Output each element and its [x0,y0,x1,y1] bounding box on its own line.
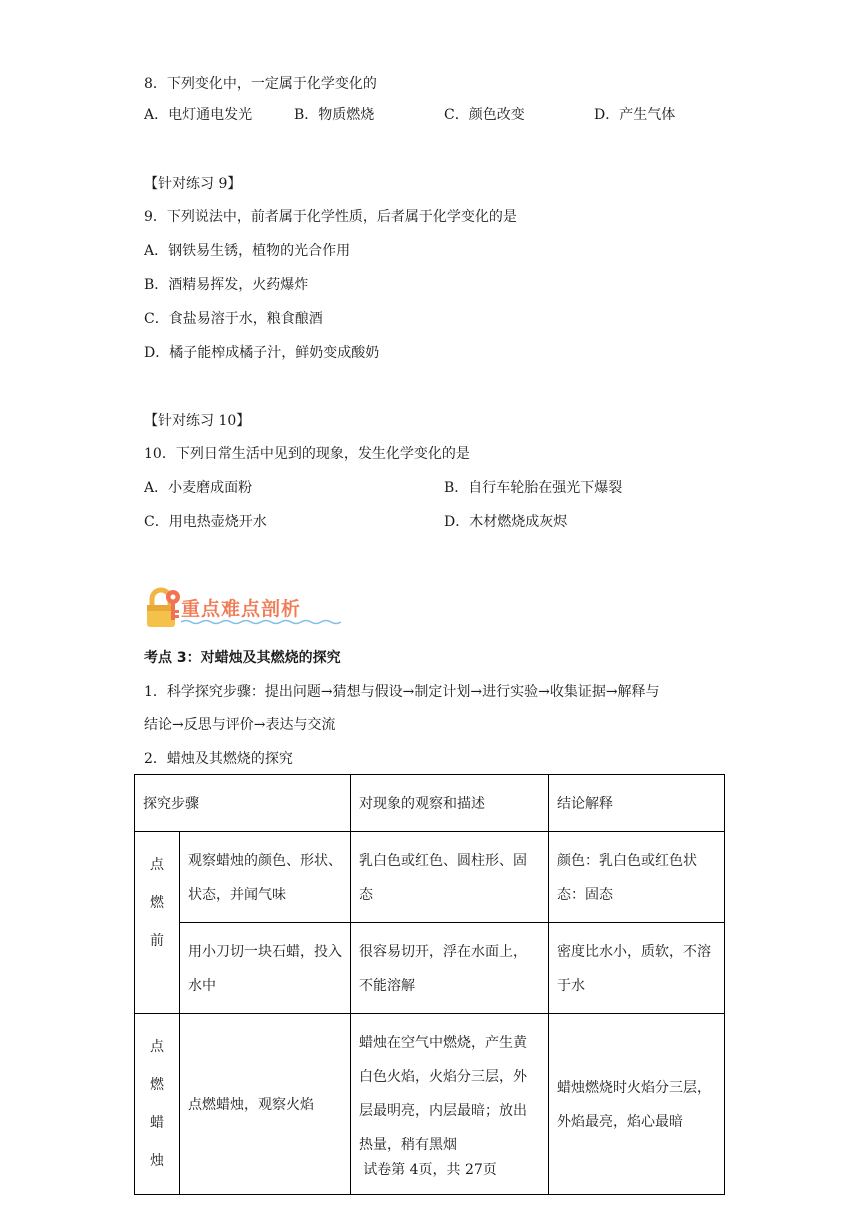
q10-option-b: B．自行车轮胎在强光下爆裂 [444,480,623,496]
q8-option-a: A．电灯通电发光 [144,107,253,123]
q10-option-a: A．小麦磨成面粉 [144,480,253,496]
question-8-stem: 8．下列变化中，一定属于化学变化的 [144,76,377,92]
q9-option-a: A．钢铁易生锈，植物的光合作用 [144,243,351,259]
banner-title: 重点难点剖析 [181,598,302,620]
cell-step: 用小刀切一块石蜡，投入水中 [180,923,351,1014]
cell-step: 观察蜡烛的颜色、形状、状态，并闻气味 [180,832,351,923]
group-label-char: 燃 [150,895,164,911]
q9-option-b: B．酒精易挥发，火药爆炸 [144,277,309,293]
group-label-char: 燃 [150,1077,164,1093]
cell-conclusion: 密度比水小，质软，不溶于水 [549,923,725,1014]
header-observation: 对现象的观察和描述 [351,775,549,832]
table-row [135,832,725,923]
practice-10-heading: 【针对练习 10】 [144,413,251,429]
cell-observation: 乳白色或红色、圆柱形、固态 [351,832,549,923]
group-label-char: 点 [150,1039,164,1055]
banner-underline-wave [181,619,341,625]
q10-option-d: D．木材燃烧成灰烬 [444,514,568,530]
header-step: 探究步骤 [135,775,351,832]
topic-3-item-1-line-1: 1．科学探究步骤：提出问题→猜想与假设→制定计划→进行实验→收集证据→解释与 [144,684,660,700]
question-10-stem: 10．下列日常生活中见到的现象，发生化学变化的是 [144,446,470,462]
cell-conclusion: 颜色：乳白色或红色状态：固态 [549,832,725,923]
cell-conclusion: 蜡烛燃烧时火焰分三层，外焰最亮，焰心最暗 [549,1014,725,1195]
section-banner [143,585,353,629]
question-9-stem: 9．下列说法中，前者属于化学性质，后者属于化学变化的是 [144,209,517,225]
topic-3-item-1-line-2: 结论→反思与评价→表达与交流 [144,717,336,733]
table-row [135,923,725,1014]
cell-step: 点燃蜡烛，观察火焰 [180,1014,351,1195]
topic-3-title: 考点 3：对蜡烛及其燃烧的探究 [144,650,341,666]
q9-option-d: D．橘子能榨成橘子汁，鲜奶变成酸奶 [144,345,380,361]
q8-option-d: D．产生气体 [594,107,676,123]
group-label-before-lighting [135,832,180,1014]
header-conclusion: 结论解释 [549,775,725,832]
candle-inquiry-table [134,774,725,1195]
group-label-char: 点 [150,857,164,873]
q8-option-b: B．物质燃烧 [294,107,375,123]
q9-option-c: C．食盐易溶于水，粮食酿酒 [144,311,323,327]
page-footer: 试卷第 4页，共 27页 [363,1162,497,1178]
table-header-row [135,775,725,832]
topic-3-item-2: 2．蜡烛及其燃烧的探究 [144,751,293,767]
cell-observation: 蜡烛在空气中燃烧，产生黄白色火焰，火焰分三层，外层最明亮，内层最暗；放出热量，稍有黑烟 [351,1014,549,1195]
cell-observation: 很容易切开，浮在水面上，不能溶解 [351,923,549,1014]
group-label-char: 烛 [150,1153,164,1169]
q8-option-c: C．颜色改变 [444,107,525,123]
group-label-char: 蜡 [150,1115,164,1131]
practice-9-heading: 【针对练习 9】 [144,176,242,192]
group-label-char: 前 [150,933,164,949]
q10-option-c: C．用电热壶烧开水 [144,514,267,530]
